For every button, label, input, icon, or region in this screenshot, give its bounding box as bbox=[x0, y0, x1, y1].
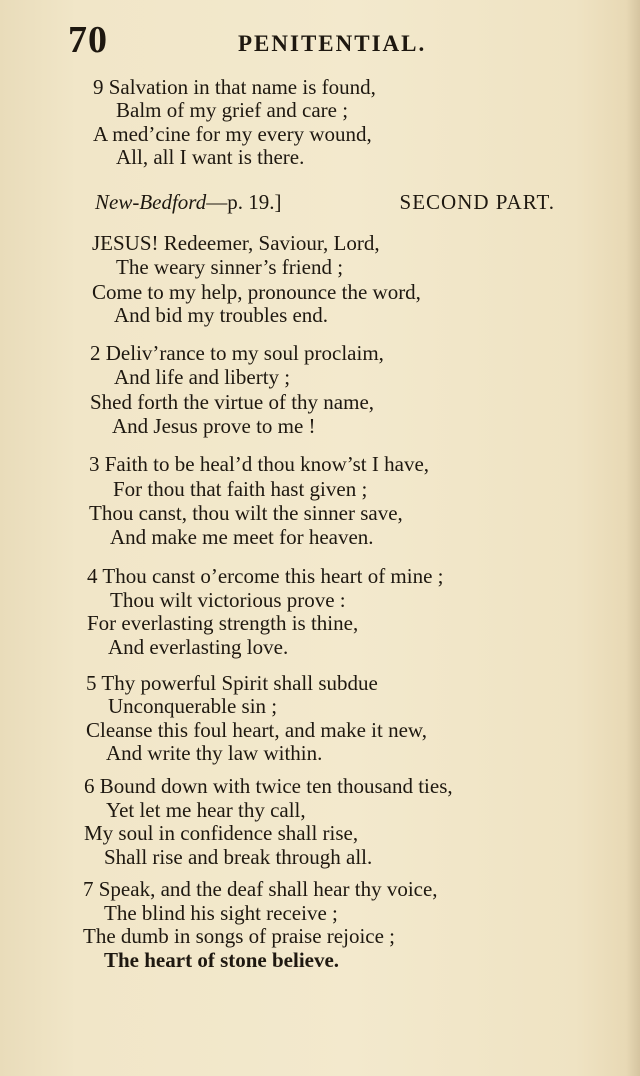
stanza-3-line-4: And make me meet for heaven. bbox=[110, 525, 374, 549]
stanza-7-line-3: The dumb in songs of praise rejoice ; bbox=[83, 924, 396, 948]
running-head: PENITENTIAL. bbox=[238, 31, 427, 56]
stanza-1-line-3: Come to my help, pronounce the word, bbox=[92, 280, 421, 304]
tune-reference: —p. 19.] bbox=[206, 190, 282, 214]
page-edge-shadow bbox=[626, 0, 640, 1076]
stanza-2-line-3: Shed forth the virtue of thy name, bbox=[90, 390, 375, 414]
stanza-1-line-1: JESUS! Redeemer, Saviour, Lord, bbox=[92, 231, 380, 255]
stanza-5-line-1: 5 Thy powerful Spirit shall subdue bbox=[86, 671, 378, 695]
stanza-3-line-1: 3 Faith to be heal’d thou know’st I have, bbox=[89, 452, 430, 476]
stanza-7-line-2: The blind his sight receive ; bbox=[104, 901, 338, 925]
tune-name: New-Bedford bbox=[95, 190, 207, 214]
stanza-6-line-3: My soul in confidence shall rise, bbox=[84, 821, 359, 845]
stanza-2-line-4: And Jesus prove to me ! bbox=[112, 414, 316, 438]
stanza-4-line-3: For everlasting strength is thine, bbox=[87, 611, 359, 635]
stanza-9-line-1: 9 Salvation in that name is found, bbox=[93, 75, 376, 99]
stanza-6-line-2: Yet let me hear thy call, bbox=[106, 798, 306, 822]
stanza-4-line-1: 4 Thou canst o’ercome this heart of mine ; bbox=[87, 564, 444, 588]
stanza-9-line-2: Balm of my grief and care ; bbox=[116, 98, 349, 122]
stanza-6-line-4: Shall rise and break through all. bbox=[104, 845, 373, 869]
stanza-3-line-2: For thou that faith hast given ; bbox=[113, 477, 368, 501]
stanza-1-line-2: The weary sinner’s friend ; bbox=[116, 255, 344, 279]
stanza-5-line-3: Cleanse this foul heart, and make it new, bbox=[86, 718, 427, 742]
stanza-9-line-3: A med’cine for my every wound, bbox=[93, 122, 372, 146]
part-title: SECOND PART. bbox=[399, 190, 555, 214]
page-number: 70 bbox=[68, 19, 108, 61]
stanza-2-line-1: 2 Deliv’rance to my soul proclaim, bbox=[90, 341, 384, 365]
stanza-4-line-4: And everlasting love. bbox=[108, 635, 289, 659]
stanza-6-line-1: 6 Bound down with twice ten thousand ties, bbox=[84, 774, 453, 798]
stanza-4-line-2: Thou wilt victorious prove : bbox=[110, 588, 346, 612]
stanza-3-line-3: Thou canst, thou wilt the sinner save, bbox=[89, 501, 403, 525]
stanza-7-line-1: 7 Speak, and the deaf shall hear thy voice, bbox=[83, 877, 438, 901]
page-header bbox=[68, 18, 568, 62]
stanza-7-line-4: The heart of stone believe. bbox=[104, 948, 340, 972]
stanza-1-line-4: And bid my troubles end. bbox=[114, 303, 329, 327]
section-heading bbox=[95, 190, 555, 215]
stanza-5-line-4: And write thy law within. bbox=[106, 741, 323, 765]
stanza-9-line-4: All, all I want is there. bbox=[116, 145, 305, 169]
stanza-2-line-2: And life and liberty ; bbox=[114, 365, 291, 389]
stanza-5-line-2: Unconquerable sin ; bbox=[108, 694, 278, 718]
